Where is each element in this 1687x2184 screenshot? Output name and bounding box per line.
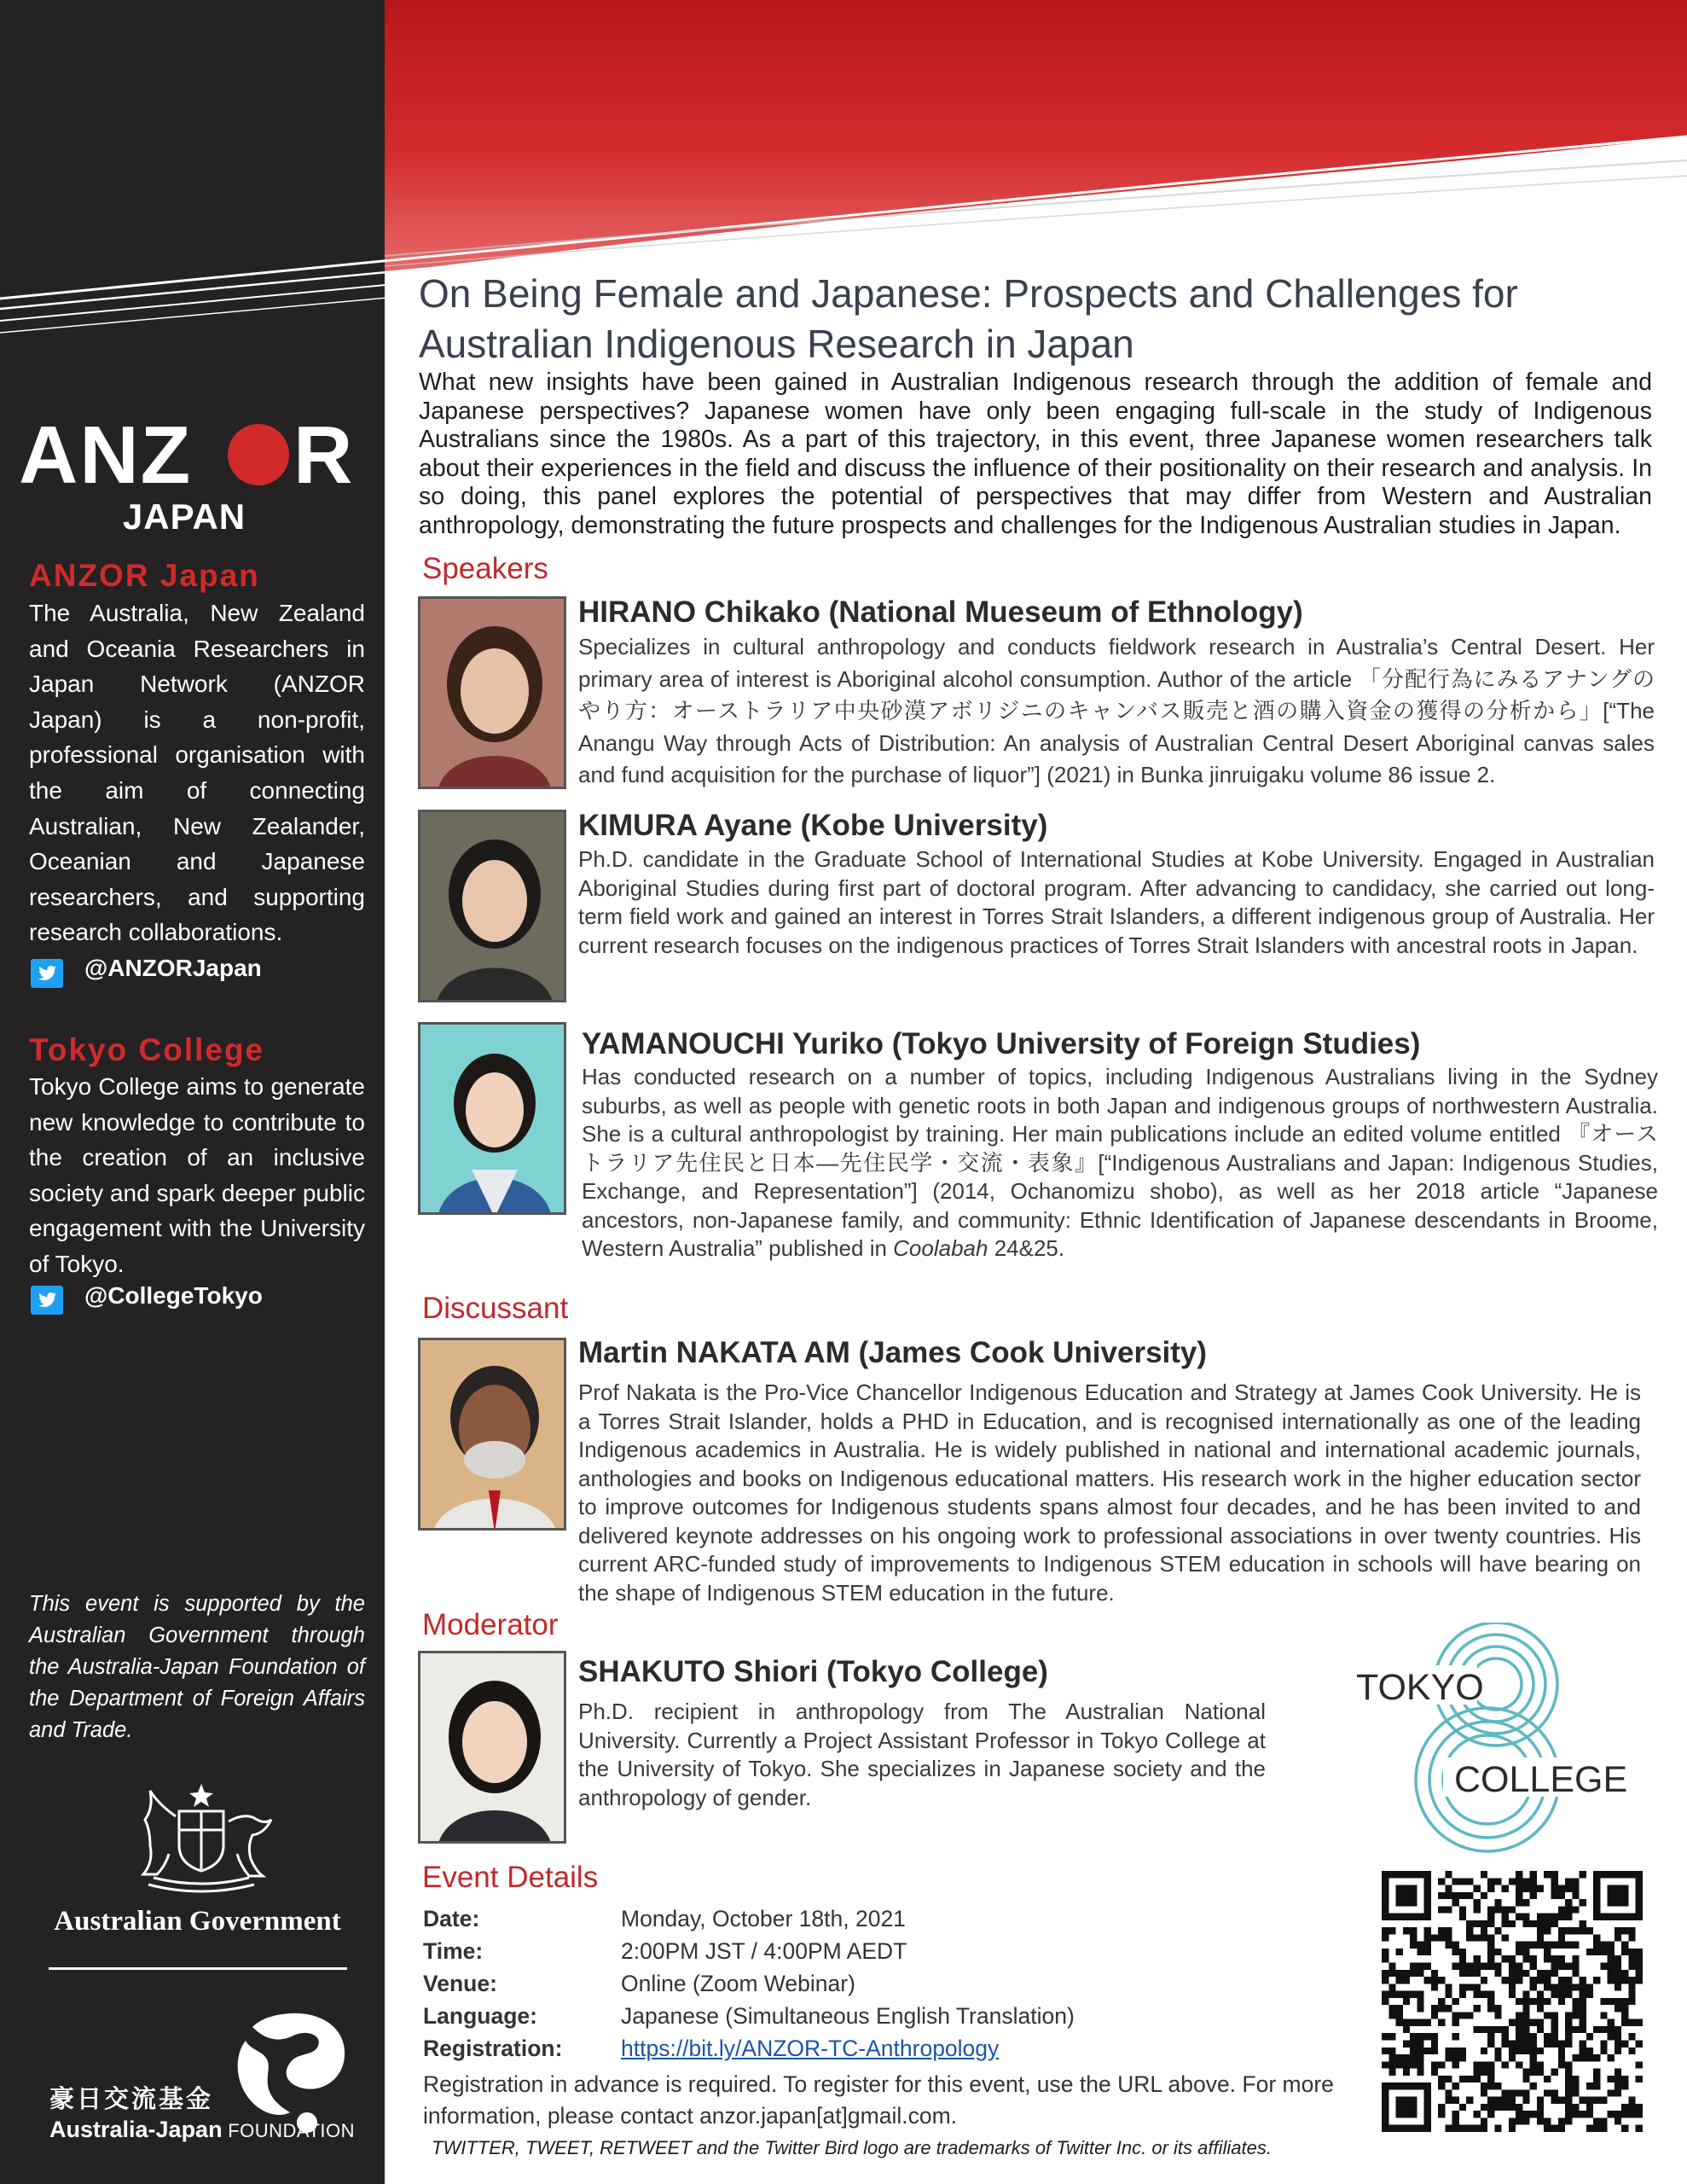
event-language: Japanese (Simultaneous English Translation) <box>621 2003 1075 2029</box>
divider <box>49 1967 347 1970</box>
speaker-bio-main: Has conducted research on a number of topics, including Indigenous Australians living in the Sydney suburbs, as well as people with genetic roots in both Japan and indigenous groups of northwestern Australia. She is a cultural anthropologist by training. Her main publications include an edited volume entitled 『オーストラリア先住民と日本―先住民学・交流・表象』[“Indigenous Australians and Japan: Indigenous Studies, Exchange, and Representation”] (2014, Ochanomizu shobo), as well as her 2018 article “Japanese ancestors, non-Japanese family, and community: Ethnic Identification of Japanese descendants in Broome, Western Australia” published in <box>582 1064 1658 1261</box>
registration-link[interactable]: https://bit.ly/ANZOR-TC-Anthropology <box>621 2036 1000 2061</box>
registration-note: Registration in advance is required. To register for this event, use the URL above. For more information, please contact anzor.japan[at]gmail.com. <box>423 2071 1334 2129</box>
svg-text:R: R <box>293 416 353 488</box>
moderator-bio: Ph.D. recipient in anthropology from The Australian National University. Currently a Project Assistant Professor in Tokyo College at the University of Tokyo. She specializes in Japanese society and the anthropology of gender. <box>578 1699 1266 1810</box>
moderator-heading: Moderator <box>422 1608 559 1641</box>
tokyo-college-logo-line2: COLLEGE <box>1454 1759 1628 1800</box>
speaker-photo-kimura <box>418 810 566 1002</box>
tokyo-college-description: Tokyo College aims to generate new knowledge to contribute to the creation of an inclusive society and spark deeper public engagement with the University of Tokyo. <box>29 1073 365 1277</box>
speaker-bio: Ph.D. candidate in the Graduate School of International Studies at Kobe University. Engaged in Australian Aboriginal Studies during first part of doctoral program. After advancing to candidacy, she carried out long-term field work and gained an interest in Torres Strait Islanders, a different indigenous group of Australia. Her current research focuses on the indigenous practices of Torres Strait Islanders with ancestral roots in Japan. <box>578 846 1655 958</box>
event-language-label: Language: <box>423 2003 537 2029</box>
speaker-name: HIRANO Chikako (National Mueseum of Ethnology) <box>578 595 1303 629</box>
speakers-heading: Speakers <box>422 552 548 585</box>
moderator-photo-shakuto <box>418 1651 566 1844</box>
event-title: On Being Female and Japanese: Prospects and Challenges for Australian Indigenous Research in Japan <box>419 271 1518 366</box>
ajf-english-name <box>49 2117 355 2143</box>
tokyo-college-twitter-handle[interactable]: @CollegeTokyo <box>84 1282 263 1309</box>
twitter-icon[interactable] <box>31 1286 63 1315</box>
discussant-heading: Discussant <box>422 1292 569 1325</box>
twitter-icon[interactable] <box>31 959 63 988</box>
journal-title: Coolabah <box>893 1235 988 1261</box>
support-statement: This event is supported by the Australian Government through the Australia-Japan Foundation of the Department of Foreign Affairs and Trade. <box>29 1592 365 1742</box>
trademark-notice: TWITTER, TWEET, RETWEET and the Twitter Bird logo are trademarks of Twitter Inc. or its affiliates. <box>432 2137 1272 2158</box>
tokyo-college-logo-line1: TOKYO <box>1356 1667 1484 1708</box>
anzor-heading: ANZOR Japan <box>29 558 260 593</box>
tokyo-college-logo <box>1341 1623 1686 1853</box>
ajf-japanese-name: 豪日交流基金 <box>49 2086 214 2113</box>
speaker-bio <box>582 1063 1658 1263</box>
event-time: 2:00PM JST / 4:00PM AEDT <box>621 1938 907 1964</box>
event-time-label: Time: <box>423 1938 484 1964</box>
ajf-english-bold: Australia-Japan <box>49 2117 223 2142</box>
speaker-bio-end: 24&25. <box>988 1235 1065 1261</box>
anzor-twitter-handle[interactable]: @ANZORJapan <box>84 955 262 981</box>
moderator-name: SHAKUTO Shiori (Tokyo College) <box>578 1655 1048 1688</box>
event-date: Monday, October 18th, 2021 <box>621 1906 906 1931</box>
anzor-logo <box>19 416 360 488</box>
event-introduction: What new insights have been gained in Australian Indigenous research through the addition of female and Japanese perspectives? Japanese women have only been engaging full-scale in the study of Indigenous Australians since the 1980s. As a part of this trajectory, in this event, three Japanese women researchers talk about their experiences in the field and discuss the influence of their positionality on their research and analysis. In so doing, this panel explores the potential of perspectives that may differ from Western and Australian anthropology, demonstrating the future prospects and challenges for the Indigenous Australian studies in Japan. <box>419 369 1652 539</box>
discussant-photo-nakata <box>418 1338 566 1531</box>
event-details-heading: Event Details <box>422 1861 599 1894</box>
discussant-bio: Prof Nakata is the Pro-Vice Chancellor Indigenous Education and Strategy at James Cook University. He is a Torres Strait Islander, holds a PHD in Education, and is recognised internationally as one of the leading Indigenous academics in Australia. He is widely published in national and international academic journals, anthologies and books on Indigenous educational matters. His research work in the higher education sector to improve outcomes for Indigenous students spans almost four decades, and he has been invited to and delivered keynote addresses on his ongoing work to professional associations in over twenty countries. His current ARC-funded study of improvements to Indigenous STEM education in schools will have bearing on the shape of Indigenous STEM education in the future. <box>578 1380 1641 1606</box>
australian-government-label: Australian Government <box>54 1906 341 1937</box>
qr-code[interactable] <box>1382 1871 1643 2132</box>
anzor-logo-dot <box>228 424 289 485</box>
event-venue: Online (Zoom Webinar) <box>621 1971 855 1996</box>
speaker-photo-hirano <box>418 596 566 789</box>
speaker-bio: Specializes in cultural anthropology and conducts fieldwork research in Australia’s Central Desert. Her primary area of interest is Aboriginal alcohol consumption. Author of the article 「分配行為にみるアナングのやり方：オーストラリア中央砂漠アボリジニのキャンバス販売と酒の購入資金の獲得の分析から」[“The Anangu Way through Acts of Distribution: An analysis of Australian Central Desert Aboriginal canvas sales and fund acquisition for the purchase of liquor”] (2021) in Bunka jinruigaku volume 86 issue 2. <box>578 634 1655 787</box>
anzor-description: The Australia, New Zealand and Oceania Researchers in Japan Network (ANZOR Japan) is a non-profit, professional organisation with the aim of connecting Australian, New Zealander, Oceanian and Japanese researchers, and supporting research collaborations. <box>29 600 365 946</box>
event-venue-label: Venue: <box>423 1971 497 1996</box>
tokyo-college-heading: Tokyo College <box>29 1032 265 1067</box>
svg-text:ANZ: ANZ <box>19 416 193 488</box>
discussant-name: Martin NAKATA AM (James Cook University) <box>578 1336 1208 1369</box>
event-registration-label: Registration: <box>423 2036 563 2061</box>
speaker-name: YAMANOUCHI Yuriko (Tokyo University of Foreign Studies) <box>582 1027 1421 1060</box>
logo-japan-text: JAPAN <box>122 497 246 537</box>
ajf-english-light: FOUNDATION <box>222 2120 355 2141</box>
speaker-name: KIMURA Ayane (Kobe University) <box>578 809 1048 842</box>
speaker-photo-yamanouchi <box>418 1022 566 1215</box>
australian-coat-of-arms-icon <box>119 1777 283 1896</box>
event-date-label: Date: <box>423 1906 480 1931</box>
